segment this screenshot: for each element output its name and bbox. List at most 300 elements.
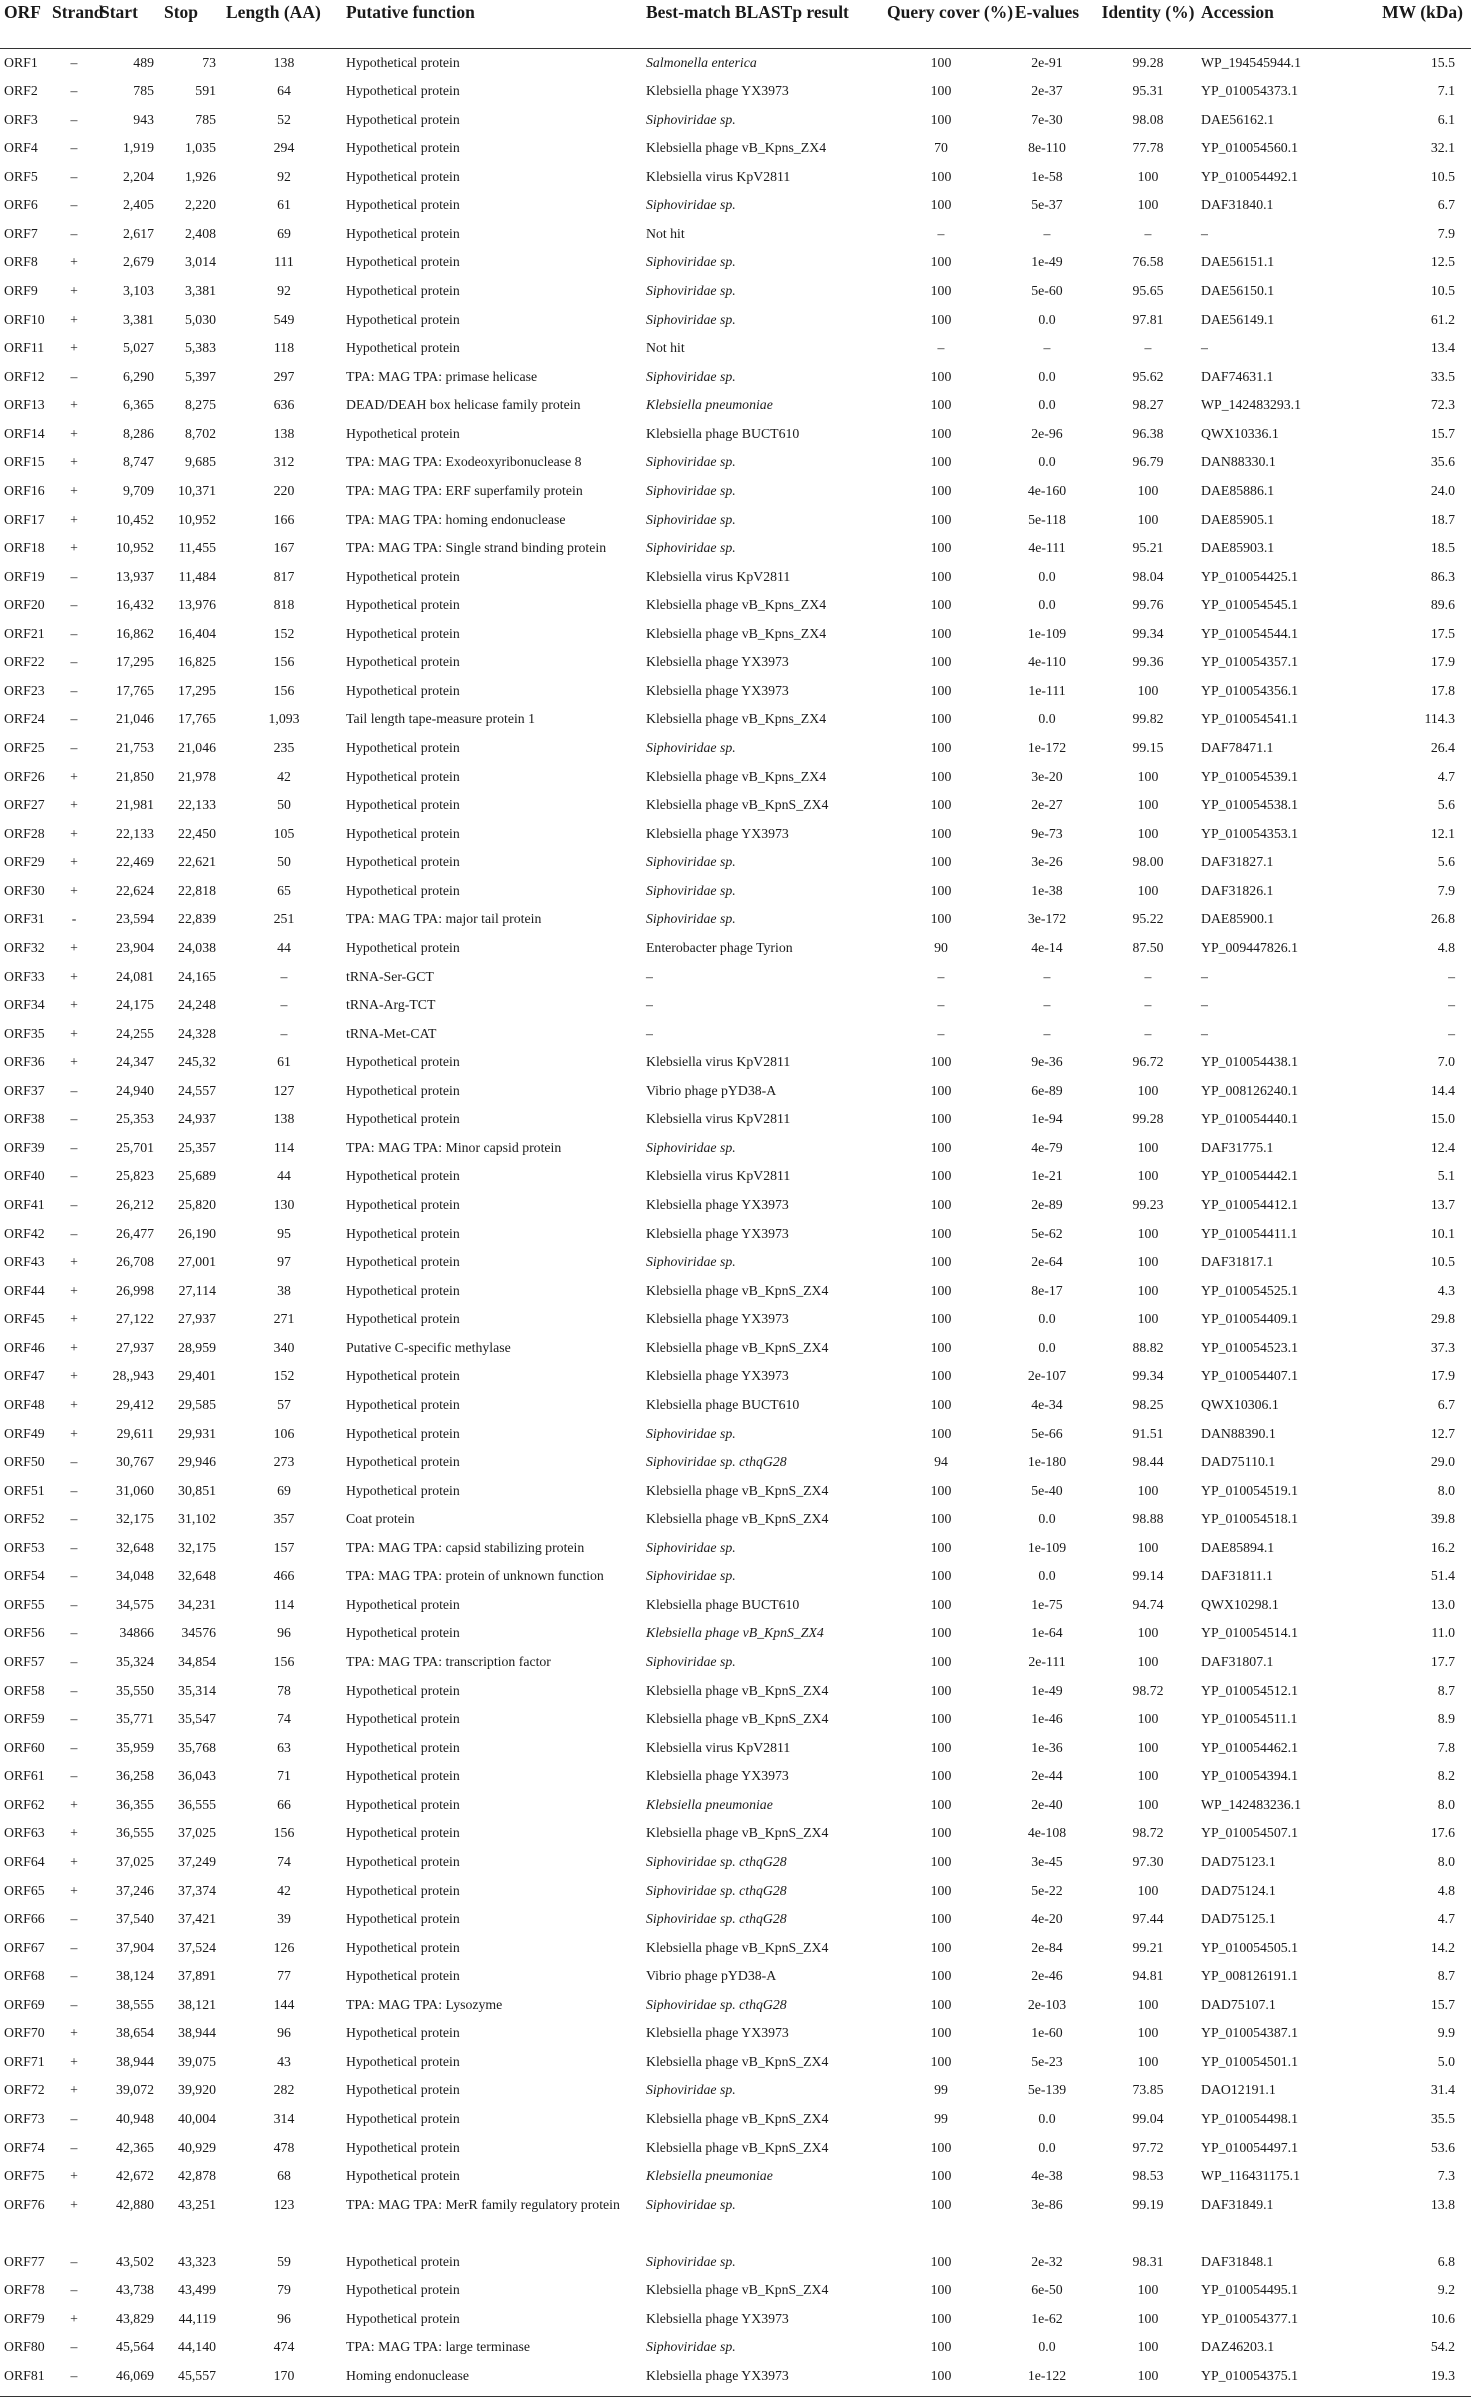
length-cell: 156 — [273, 654, 295, 670]
stop-cell: 37,025 — [178, 1825, 216, 1841]
orf-cell: ORF15 — [4, 454, 45, 470]
start-cell: 34,048 — [116, 1568, 154, 1584]
length-cell: 57 — [277, 1396, 291, 1412]
strand-cell: + — [70, 882, 78, 898]
identity-cell: 100 — [1137, 2310, 1159, 2326]
mw-cell: 15.7 — [1430, 425, 1455, 441]
function-cell: Hypothetical protein — [346, 682, 460, 698]
evalue-cell: 2e-103 — [1027, 1996, 1067, 2012]
evalue-cell: 3e-20 — [1031, 768, 1063, 784]
table-row — [0, 791, 1471, 820]
strand-cell: – — [70, 1511, 78, 1527]
function-cell: TPA: MAG TPA: protein of unknown function — [346, 1568, 604, 1584]
accession-cell: DAD75110.1 — [1201, 1454, 1276, 1470]
length-cell: 92 — [277, 283, 291, 298]
identity-cell: 100 — [1137, 1739, 1159, 1755]
blast-cell: Klebsiella phage YX3973 — [646, 83, 789, 99]
evalue-cell: 2e-111 — [1028, 1654, 1066, 1669]
accession-cell: – — [1201, 1025, 1208, 1041]
evalue-cell: 0.0 — [1038, 1568, 1056, 1584]
length-cell: 95 — [277, 1225, 291, 1241]
stop-cell: 39,075 — [178, 2053, 216, 2069]
start-cell: 26,708 — [116, 1254, 154, 1270]
stop-cell: 24,937 — [178, 1111, 216, 1127]
length-cell: 818 — [273, 597, 295, 613]
identity-cell: 100 — [1137, 1282, 1159, 1298]
identity-cell: 95.31 — [1132, 83, 1164, 99]
blast-cell: Klebsiella virus KpV2811 — [646, 1739, 791, 1755]
table-row — [0, 1819, 1471, 1848]
query-cover-cell: 100 — [930, 1882, 952, 1898]
evalue-cell: 4e-20 — [1031, 1911, 1063, 1927]
orf-cell: ORF40 — [4, 1168, 45, 1184]
blast-cell: Siphoviridae sp. — [646, 2253, 736, 2269]
table-row — [0, 477, 1471, 506]
length-cell: 61 — [277, 1054, 291, 1070]
accession-cell: DAF31807.1 — [1201, 1654, 1274, 1669]
strand-cell: – — [70, 1111, 78, 1127]
orf-cell: ORF58 — [4, 1682, 45, 1698]
length-cell: – — [280, 997, 288, 1013]
evalue-cell: 7e-30 — [1031, 111, 1063, 127]
function-cell: Hypothetical protein — [346, 1596, 460, 1612]
evalue-cell: 5e-40 — [1031, 1482, 1063, 1498]
function-cell — [342, 2191, 642, 2248]
evalue-cell: 0.0 — [1038, 597, 1056, 613]
evalue-cell: 4e-111 — [1028, 540, 1066, 556]
strand-cell: + — [70, 2310, 78, 2326]
strand-cell: – — [70, 682, 78, 698]
function-cell: TPA: MAG TPA: ERF superfamily protein — [346, 482, 583, 498]
query-cover-cell: 100 — [930, 1853, 952, 1869]
table-row — [0, 1162, 1471, 1191]
length-cell: 77 — [277, 1968, 291, 1984]
identity-cell: 99.21 — [1132, 1939, 1164, 1955]
function-cell: TPA: MAG TPA: capsid stabilizing protein — [346, 1539, 585, 1555]
table-row — [0, 248, 1471, 277]
table-row — [0, 2076, 1471, 2105]
table-row — [0, 220, 1471, 249]
function-cell: Hypothetical protein — [346, 54, 460, 70]
strand-cell: + — [70, 454, 78, 470]
identity-cell: 91.51 — [1132, 1425, 1164, 1441]
query-cover-cell: 100 — [930, 1511, 952, 1527]
table-row — [0, 106, 1471, 135]
table-row — [0, 1705, 1471, 1734]
start-cell: 23,594 — [116, 911, 154, 927]
query-cover-cell: 100 — [930, 1111, 952, 1127]
start-cell: 34,575 — [116, 1596, 154, 1612]
mw-cell: 54.2 — [1430, 2339, 1455, 2355]
identity-cell: 99.04 — [1132, 2111, 1164, 2126]
strand-cell: + — [70, 997, 78, 1013]
mw-cell: 7.8 — [1437, 1739, 1455, 1755]
query-cover-cell: 100 — [930, 568, 952, 584]
start-cell: 21,046 — [116, 711, 154, 727]
identity-cell: 98.44 — [1132, 1454, 1164, 1470]
length-cell: 126 — [273, 1939, 295, 1955]
evalue-cell: 2e-107 — [1027, 1368, 1067, 1384]
blast-cell: Klebsiella phage vB_Kpns_ZX4 — [646, 625, 827, 641]
table-row — [0, 734, 1471, 763]
identity-cell: 73.85 — [1132, 2082, 1164, 2098]
blast-cell: Klebsiella virus KpV2811 — [646, 1111, 791, 1127]
orf-cell: ORF73 — [4, 2111, 45, 2126]
evalue-cell: 4e-108 — [1027, 1825, 1067, 1841]
strand-cell: + — [70, 2025, 78, 2041]
function-cell: Hypothetical protein — [346, 1197, 460, 1212]
mw-cell: 9.2 — [1437, 2282, 1455, 2298]
strand-cell: + — [70, 340, 78, 356]
length-cell: 74 — [277, 1853, 291, 1869]
start-cell: 6,365 — [122, 397, 154, 413]
header-blast: Best-match BLASTp result — [646, 2, 849, 22]
stop-cell: 30,851 — [178, 1482, 216, 1498]
table-row — [0, 2162, 1471, 2191]
accession-cell: DAF31848.1 — [1201, 2253, 1274, 2269]
strand-cell: + — [70, 2053, 78, 2069]
blast-cell: – — [646, 1025, 653, 1041]
identity-cell: 98.08 — [1132, 111, 1164, 127]
start-cell: 38,944 — [116, 2053, 154, 2069]
length-cell: 466 — [273, 1568, 295, 1584]
query-cover-cell: 100 — [930, 1739, 952, 1755]
length-cell: 357 — [273, 1511, 295, 1527]
strand-cell: – — [70, 368, 78, 384]
length-cell: 156 — [273, 1825, 295, 1841]
stop-cell: 37,421 — [178, 1911, 216, 1927]
blast-cell: Klebsiella phage YX3973 — [646, 1768, 789, 1784]
strand-cell: – — [70, 1539, 78, 1555]
strand-cell: + — [70, 2168, 78, 2184]
start-cell: 42,365 — [116, 2139, 154, 2155]
strand-cell: – — [70, 2139, 78, 2155]
accession-cell: YP_010054514.1 — [1201, 1625, 1298, 1641]
query-cover-cell: – — [937, 225, 945, 241]
mw-cell: 10.6 — [1430, 2310, 1455, 2326]
evalue-cell: – — [1043, 968, 1051, 984]
stop-cell: 11,484 — [178, 568, 216, 584]
strand-cell: + — [70, 283, 78, 298]
strand-cell: + — [70, 1025, 78, 1041]
function-cell: Hypothetical protein — [346, 2082, 460, 2098]
blast-cell: Klebsiella phage YX3973 — [646, 1225, 789, 1241]
table-row — [0, 563, 1471, 592]
length-cell: 79 — [277, 2282, 291, 2298]
mw-cell: 8.0 — [1437, 1853, 1455, 1869]
identity-cell: – — [1144, 968, 1152, 984]
evalue-cell: 0.0 — [1038, 568, 1056, 584]
query-cover-cell: – — [937, 1025, 945, 1041]
start-cell: 10,452 — [116, 511, 154, 527]
stop-cell: 31,102 — [178, 1511, 216, 1527]
header-start: Start — [100, 2, 138, 22]
stop-cell: 29,585 — [178, 1396, 216, 1412]
orf-cell: ORF18 — [4, 540, 45, 556]
function-cell: Hypothetical protein — [346, 111, 460, 127]
table-row — [0, 1677, 1471, 1706]
accession-cell: DAF78471.1 — [1201, 740, 1274, 755]
identity-cell: 99.34 — [1132, 625, 1164, 641]
evalue-cell: 6e-89 — [1031, 1082, 1063, 1098]
strand-cell: – — [70, 1625, 78, 1641]
accession-cell: YP_010054442.1 — [1201, 1168, 1298, 1184]
accession-cell: YP_010054498.1 — [1201, 2111, 1298, 2126]
mw-cell: 10.1 — [1430, 1225, 1455, 1241]
start-cell: 32,175 — [116, 1511, 154, 1527]
identity-cell: 97.81 — [1132, 311, 1164, 327]
strand-cell: + — [70, 1882, 78, 1898]
stop-cell: 25,357 — [178, 1139, 216, 1155]
accession-cell: DAE85905.1 — [1201, 511, 1275, 527]
start-cell: 27,937 — [116, 1339, 154, 1355]
mw-cell: 8.7 — [1437, 1682, 1455, 1698]
evalue-cell: 1e-49 — [1031, 1682, 1063, 1698]
start-cell: 17,295 — [116, 654, 154, 670]
stop-cell: 27,001 — [178, 1254, 216, 1270]
accession-cell: DAF31817.1 — [1201, 1254, 1274, 1270]
accession-cell: YP_010054523.1 — [1201, 1339, 1298, 1355]
table-row — [0, 1477, 1471, 1506]
start-cell: 24,255 — [116, 1025, 154, 1041]
identity-cell: 100 — [1137, 511, 1159, 527]
mw-cell: 7.0 — [1437, 1054, 1455, 1070]
stop-cell: 29,946 — [178, 1454, 216, 1470]
length-cell: 1,093 — [268, 711, 300, 727]
identity-cell: 100 — [1137, 482, 1159, 498]
strand-cell: – — [70, 2111, 78, 2126]
query-cover-cell: 99 — [934, 2111, 948, 2126]
mw-cell: 17.9 — [1430, 654, 1455, 670]
identity-cell: 100 — [1137, 1711, 1159, 1727]
table-row — [0, 1877, 1471, 1906]
start-cell: 5,027 — [122, 340, 154, 356]
query-cover-cell: 100 — [930, 654, 952, 670]
evalue-cell: 2e-44 — [1031, 1768, 1063, 1784]
length-cell: 478 — [273, 2139, 295, 2155]
evalue-cell: 5e-118 — [1028, 511, 1066, 527]
stop-cell: 25,820 — [178, 1197, 216, 1212]
function-cell: Hypothetical protein — [346, 254, 460, 270]
mw-cell: 114.3 — [1424, 711, 1455, 727]
strand-cell: + — [70, 1254, 78, 1270]
identity-cell: 88.82 — [1132, 1339, 1164, 1355]
evalue-cell: 2e-37 — [1031, 83, 1063, 99]
start-cell: 45,564 — [116, 2339, 154, 2355]
table-row — [0, 1448, 1471, 1477]
mw-cell: 4.3 — [1437, 1282, 1455, 1298]
accession-cell: YP_010054377.1 — [1201, 2310, 1298, 2326]
stop-cell: 39,920 — [178, 2082, 216, 2098]
orf-cell: ORF71 — [4, 2053, 45, 2069]
table-row — [0, 1534, 1471, 1563]
header-orf: ORF — [4, 2, 41, 22]
strand-cell: – — [70, 625, 78, 641]
mw-cell: 32.1 — [1430, 140, 1455, 156]
stop-cell: 34,231 — [178, 1596, 216, 1612]
mw-cell: 10.5 — [1430, 1254, 1455, 1270]
mw-cell: 72.3 — [1430, 397, 1455, 413]
start-cell: 31,060 — [116, 1482, 154, 1498]
strand-cell: + — [70, 311, 78, 327]
length-cell: 69 — [277, 1482, 291, 1498]
table-row — [0, 963, 1471, 992]
evalue-cell: 6e-50 — [1031, 2282, 1063, 2298]
evalue-cell: 0.0 — [1038, 2139, 1056, 2155]
query-cover-cell: 100 — [930, 2139, 952, 2155]
query-cover-cell: 100 — [930, 1939, 952, 1955]
orf-cell: ORF65 — [4, 1882, 45, 1898]
length-cell: 152 — [273, 1368, 295, 1384]
query-cover-cell: 100 — [930, 1425, 952, 1441]
identity-cell: 100 — [1137, 1254, 1159, 1270]
accession-cell: YP_010054501.1 — [1201, 2053, 1298, 2069]
mw-cell: 13.7 — [1430, 1197, 1455, 1212]
table-row — [0, 163, 1471, 192]
mw-cell: 4.7 — [1437, 1911, 1455, 1927]
orf-cell: ORF46 — [4, 1339, 45, 1355]
evalue-cell: 1e-60 — [1031, 2025, 1063, 2041]
query-cover-cell: 100 — [930, 1539, 952, 1555]
strand-cell: – — [70, 1968, 78, 1984]
orf-cell: ORF42 — [4, 1225, 45, 1241]
evalue-cell: 5e-66 — [1031, 1425, 1063, 1441]
accession-cell: YP_010054411.1 — [1201, 1225, 1298, 1241]
blast-cell: Siphoviridae sp. — [646, 197, 736, 213]
stop-cell: 40,004 — [178, 2111, 216, 2126]
mw-cell: 17.9 — [1430, 1368, 1455, 1384]
orf-cell: ORF25 — [4, 740, 45, 755]
start-cell: 40,948 — [116, 2111, 154, 2126]
function-cell: Hypothetical protein — [346, 1225, 460, 1241]
function-cell: TPA: MAG TPA: Minor capsid protein — [346, 1139, 562, 1155]
query-cover-cell: 100 — [930, 1368, 952, 1384]
evalue-cell: 0.0 — [1038, 1511, 1056, 1527]
table-row — [0, 1134, 1471, 1163]
table-row — [0, 2333, 1471, 2362]
query-cover-cell: 100 — [930, 1654, 952, 1669]
accession-cell: WP_194545944.1 — [1201, 54, 1302, 70]
strand-cell: + — [70, 511, 78, 527]
header-query-cover: Query cover (%) — [887, 2, 1014, 22]
function-cell: Hypothetical protein — [346, 1054, 460, 1070]
strand-cell: + — [70, 825, 78, 841]
stop-cell: 22,818 — [178, 882, 216, 898]
start-cell: 24,081 — [116, 968, 154, 984]
start-cell: 1,919 — [122, 140, 154, 156]
evalue-cell: 4e-14 — [1031, 939, 1063, 955]
accession-cell: YP_010054541.1 — [1201, 711, 1298, 727]
table-row — [0, 1220, 1471, 1249]
header-accession: Accession — [1201, 2, 1274, 22]
table-row — [0, 705, 1471, 734]
strand-cell: + — [70, 2196, 78, 2212]
mw-cell: 4.8 — [1437, 1882, 1455, 1898]
function-cell: TPA: MAG TPA: primase helicase — [346, 368, 538, 384]
start-cell: 37,025 — [116, 1853, 154, 1869]
accession-cell: DAE85894.1 — [1201, 1539, 1275, 1555]
mw-cell: 26.4 — [1430, 740, 1455, 755]
mw-cell: 8.9 — [1437, 1711, 1455, 1727]
orf-cell: ORF61 — [4, 1768, 45, 1784]
mw-cell: 10.5 — [1430, 168, 1455, 184]
strand-cell: – — [70, 1568, 78, 1584]
query-cover-cell: 100 — [930, 1482, 952, 1498]
orf-cell: ORF52 — [4, 1511, 45, 1527]
stop-cell: 16,404 — [178, 625, 216, 641]
orf-cell: ORF35 — [4, 1025, 45, 1041]
query-cover-cell: 100 — [930, 682, 952, 698]
function-cell: Hypothetical protein — [346, 425, 460, 441]
function-cell: Hypothetical protein — [346, 2111, 460, 2126]
strand-cell: – — [70, 654, 78, 670]
identity-cell: – — [1144, 225, 1152, 241]
mw-cell: 5.1 — [1437, 1168, 1455, 1184]
stop-cell: 22,133 — [178, 797, 216, 813]
mw-cell: 37.3 — [1430, 1339, 1455, 1355]
identity-cell: 95.21 — [1132, 540, 1164, 556]
mw-cell: 26.8 — [1430, 911, 1455, 927]
evalue-cell: 0.0 — [1038, 311, 1056, 327]
start-cell: 34866 — [119, 1625, 154, 1641]
blast-cell: Siphoviridae sp. — [646, 2339, 736, 2355]
orf-cell: ORF27 — [4, 797, 45, 813]
function-cell: Hypothetical protein — [346, 654, 460, 670]
table-row — [0, 1420, 1471, 1449]
stop-cell: 24,165 — [178, 968, 216, 984]
length-cell: 92 — [277, 168, 291, 184]
evalue-cell: 1e-109 — [1027, 625, 1067, 641]
blast-cell: Klebsiella phage vB_KpnS_ZX4 — [646, 2111, 829, 2126]
table-row — [0, 1962, 1471, 1991]
table-row — [0, 1191, 1471, 1220]
identity-cell: 94.81 — [1132, 1968, 1164, 1984]
blast-cell: Siphoviridae sp. — [646, 854, 736, 870]
accession-cell: YP_010054525.1 — [1201, 1282, 1298, 1298]
strand-cell: + — [70, 939, 78, 955]
orf-cell: ORF60 — [4, 1739, 45, 1755]
stop-cell: 37,524 — [178, 1939, 216, 1955]
start-cell: 16,432 — [116, 597, 154, 613]
accession-cell: DAN88390.1 — [1201, 1425, 1276, 1441]
mw-cell: 61.2 — [1430, 311, 1455, 327]
mw-cell: 29.8 — [1430, 1311, 1455, 1327]
query-cover-cell: 100 — [930, 625, 952, 641]
length-cell: 64 — [277, 83, 291, 99]
mw-cell: 9.9 — [1437, 2025, 1455, 2041]
evalue-cell: 4e-160 — [1027, 482, 1067, 498]
length-cell: 282 — [273, 2082, 295, 2098]
mw-cell: 33.5 — [1430, 368, 1455, 384]
table-row — [0, 2105, 1471, 2134]
mw-cell: 5.0 — [1437, 2053, 1455, 2069]
evalue-cell: 0.0 — [1038, 2111, 1056, 2126]
identity-cell: 99.76 — [1132, 597, 1164, 613]
table-row — [0, 677, 1471, 706]
orf-cell: ORF41 — [4, 1197, 45, 1212]
strand-cell: – — [70, 740, 78, 755]
start-cell: 42,672 — [116, 2168, 154, 2184]
function-cell: Hypothetical protein — [346, 1825, 460, 1841]
orf-cell: ORF55 — [4, 1596, 45, 1612]
query-cover-cell: 100 — [930, 1254, 952, 1270]
evalue-cell: 1e-46 — [1031, 1711, 1063, 1727]
identity-cell: 100 — [1137, 1225, 1159, 1241]
function-cell: Hypothetical protein — [346, 311, 460, 327]
blast-cell: Siphoviridae sp. — [646, 454, 736, 470]
query-cover-cell: – — [937, 997, 945, 1013]
mw-cell: 12.5 — [1430, 254, 1455, 270]
